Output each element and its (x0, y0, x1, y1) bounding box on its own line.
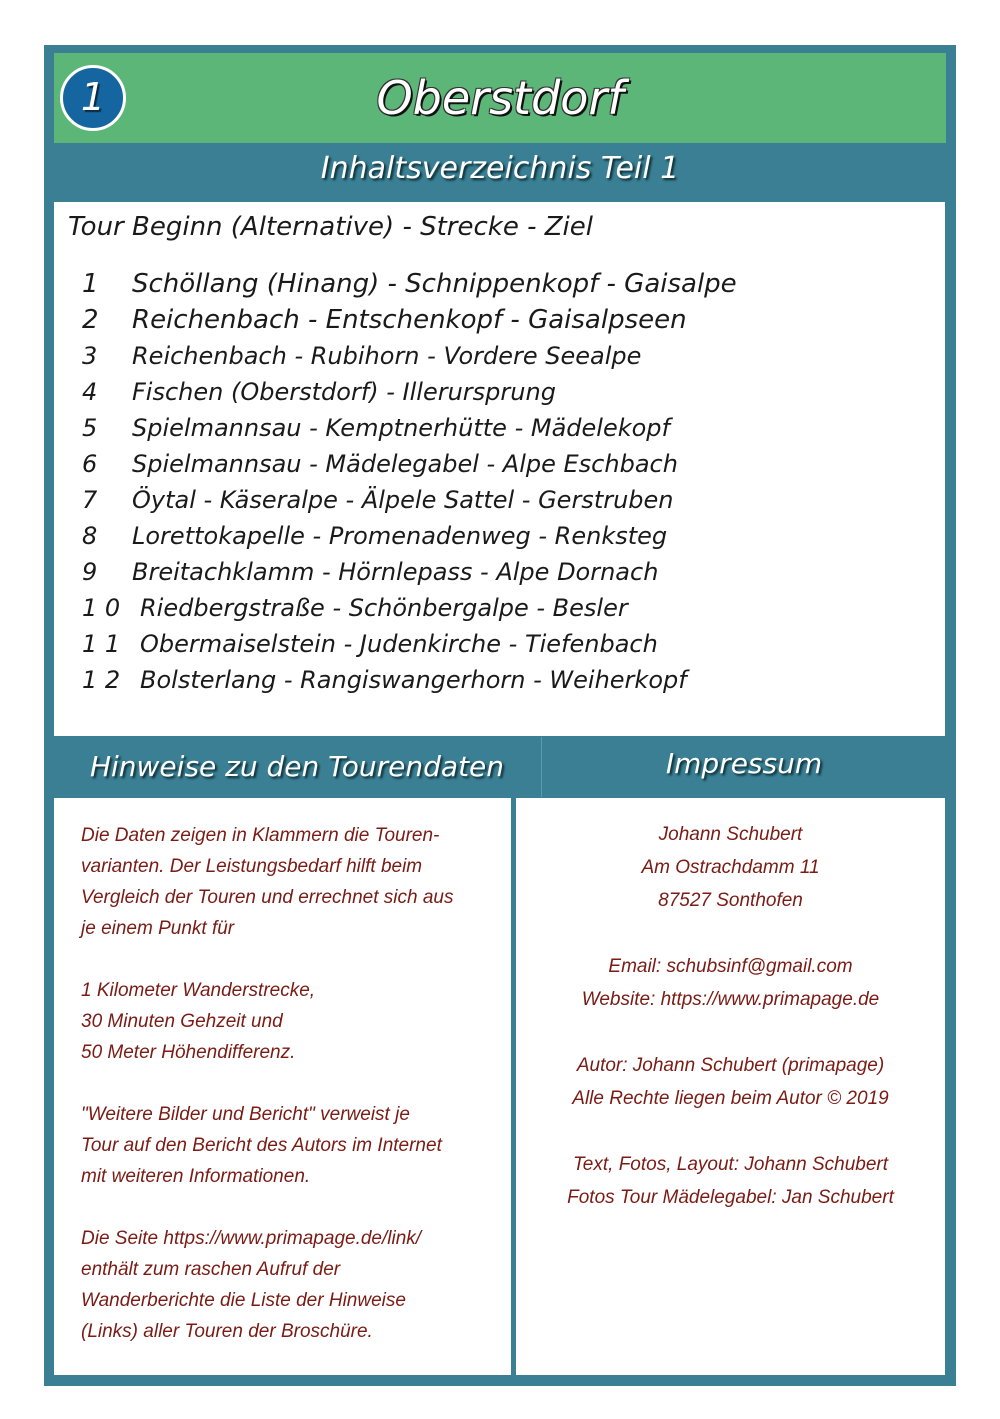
text-line: 50 Meter Höhendifferenz. (81, 1042, 296, 1063)
impressum-panel (516, 798, 945, 1375)
toc-item-text: Breitachklamm - Hörnlepass - Alpe Dornach (132, 558, 659, 586)
toc-item-number: 7 (82, 486, 98, 514)
toc-item (68, 590, 945, 626)
notes-paragraph-2 (81, 975, 501, 1068)
toc-item-number: 4 (82, 378, 98, 406)
toc-item-number: 1 0 (82, 594, 121, 622)
text-line: 30 Minuten Gehzeit und (81, 1011, 283, 1032)
toc-item-number: 1 1 (82, 630, 121, 658)
toc-item-text: Fischen (Oberstdorf) - Illerursprung (132, 378, 556, 406)
toc-item-text: Bolsterlang - Rangiswangerhorn - Weiherkopf (140, 666, 687, 694)
notes-panel (54, 798, 511, 1375)
toc-item-text: Schöllang (Hinang) - Schnippenkopf - Gaisalpe (132, 269, 737, 299)
text-line: Autor: Johann Schubert (primapage) (576, 1055, 885, 1076)
toc-item (68, 662, 945, 698)
toc-item (68, 266, 945, 302)
title-bar (54, 53, 946, 143)
text-line: enthält zum raschen Aufruf der (81, 1259, 341, 1280)
text-line: je einem Punkt für (81, 918, 235, 939)
text-line: Email: schubsinf@gmail.com (608, 956, 853, 977)
toc-item (68, 302, 945, 338)
text-line: Vergleich der Touren und errechnet sich aus (81, 887, 454, 908)
toc-item (68, 482, 945, 518)
page-title: Oberstdorf (376, 71, 624, 125)
toc-item-number: 8 (82, 522, 98, 550)
impressum-heading: Impressum (541, 737, 946, 797)
toc-item (68, 626, 945, 662)
text-line: 87527 Sonthofen (658, 890, 803, 911)
toc-item (68, 554, 945, 590)
text-line: Fotos Tour Mädelegabel: Jan Schubert (567, 1187, 894, 1208)
toc-item (68, 410, 945, 446)
text-line: Tour auf den Bericht des Autors im Internet (81, 1135, 442, 1156)
text-line: "Weitere Bilder und Bericht" verweist je (81, 1104, 410, 1125)
text-line: Text, Fotos, Layout: Johann Schubert (572, 1154, 889, 1175)
toc-item (68, 374, 945, 410)
toc-item (68, 446, 945, 482)
notes-paragraph-1 (81, 820, 501, 944)
toc-item-number: 9 (82, 558, 98, 586)
toc-item-number: 3 (82, 342, 98, 370)
table-of-contents (54, 202, 945, 736)
toc-item-text: Öytal - Käseralpe - Älpele Sattel - Gerstruben (132, 486, 674, 514)
toc-item-number: 2 (82, 305, 99, 335)
text-line: Alle Rechte liegen beim Autor © 2019 (572, 1088, 889, 1109)
toc-item-number: 6 (82, 450, 98, 478)
impressum-author (516, 1049, 945, 1115)
impressum-credits (516, 1148, 945, 1214)
impressum-contact (516, 950, 945, 1016)
notes-heading: Hinweise zu den Tourendaten (89, 750, 505, 783)
tour-number-badge: 1 (60, 65, 126, 131)
text-line: Wanderberichte die Liste der Hinweise (81, 1290, 406, 1311)
toc-item-number: 1 2 (82, 666, 121, 694)
text-line: (Links) aller Touren der Broschüre. (81, 1321, 373, 1342)
toc-item-number: 1 (82, 269, 99, 299)
text-line: Die Daten zeigen in Klammern die Touren- (81, 825, 440, 846)
toc-item-text: Obermaiselstein - Judenkirche - Tiefenbach (140, 630, 658, 658)
page-frame (44, 45, 956, 1386)
text-line: Website: https://www.primapage.de (581, 989, 880, 1010)
toc-item-text: Reichenbach - Entschenkopf - Gaisalpseen (132, 305, 687, 335)
toc-item-text: Lorettokapelle - Promenadenweg - Renksteg (132, 522, 668, 550)
notes-paragraph-3 (81, 1099, 501, 1192)
text-line: 1 Kilometer Wanderstrecke, (81, 980, 316, 1001)
text-line: varianten. Der Leistungsbedarf hilft beim (81, 856, 423, 877)
toc-item (68, 518, 945, 554)
impressum-address (516, 818, 945, 917)
toc-list (68, 266, 945, 698)
toc-item-number: 5 (82, 414, 98, 442)
toc-item-text: Riedbergstraße - Schönbergalpe - Besler (140, 594, 628, 622)
text-line: mit weiteren Informationen. (81, 1166, 311, 1187)
text-line: Am Ostrachdamm 11 (641, 857, 820, 878)
toc-item-text: Reichenbach - Rubihorn - Vordere Seealpe (132, 342, 642, 370)
toc-item (68, 338, 945, 374)
section-subtitle: Inhaltsverzeichnis Teil 1 (320, 151, 680, 186)
text-line: Johann Schubert (658, 824, 803, 845)
notes-paragraph-4 (81, 1223, 501, 1347)
toc-item-text: Spielmannsau - Kemptnerhütte - Mädelekopf (132, 414, 670, 442)
text-line: Die Seite https://www.primapage.de/link/ (81, 1228, 422, 1249)
toc-item-text: Spielmannsau - Mädelegabel - Alpe Eschbach (132, 450, 678, 478)
toc-heading: Tour Beginn (Alternative) - Strecke - Ziel (68, 212, 593, 242)
